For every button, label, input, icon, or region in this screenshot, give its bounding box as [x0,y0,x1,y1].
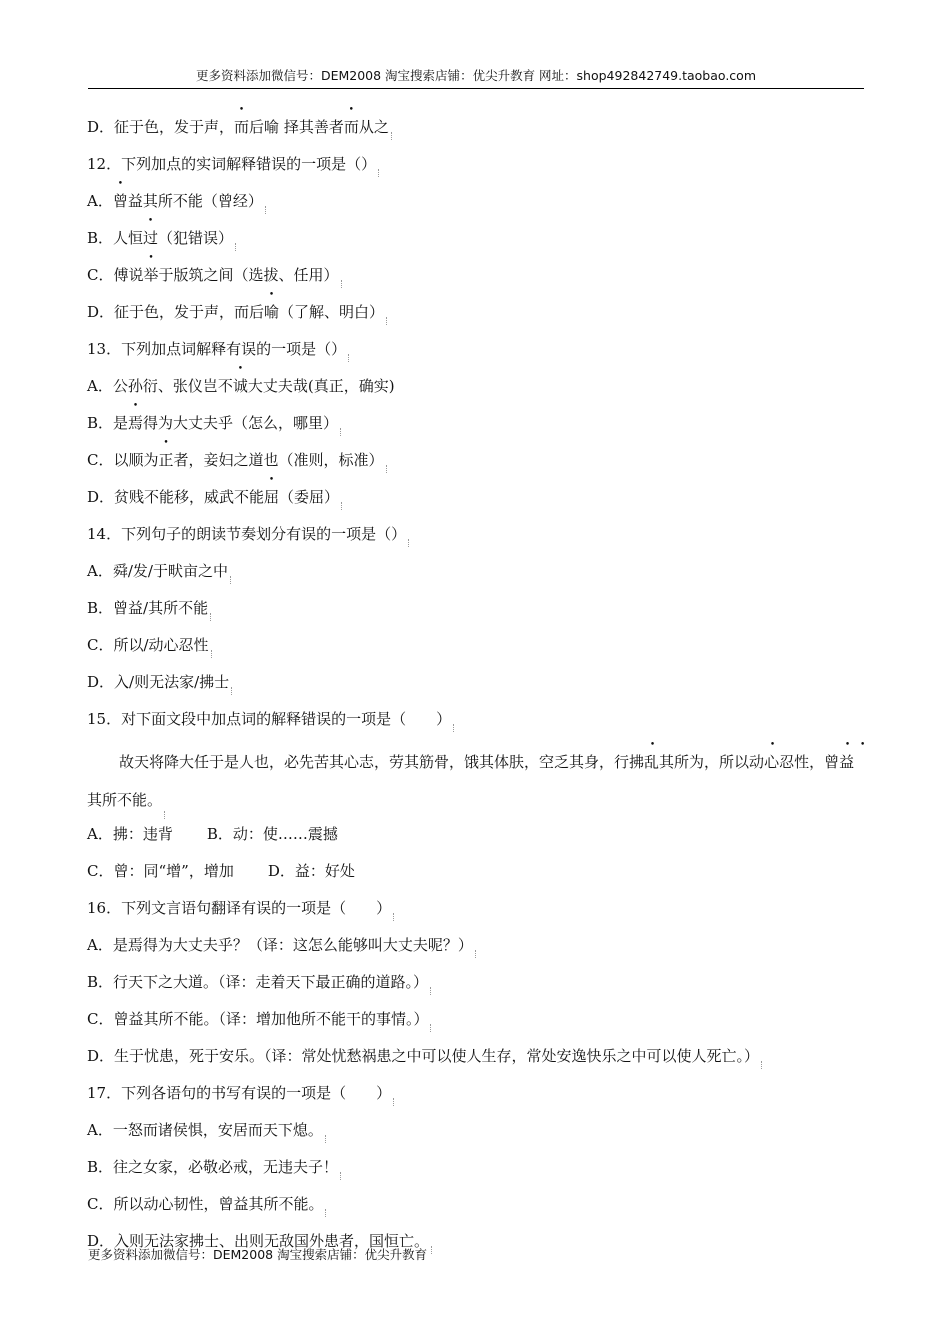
paragraph-mark [340,428,342,436]
paragraph-mark [230,576,232,584]
q17-stem: 17．下列各语句的书写有误的一项是（ ） [87,1080,865,1117]
paragraph-mark [211,650,213,658]
q14-option-a: A．舜/发/于畎亩之中 [87,558,865,595]
dotted-char: 过 [143,229,159,247]
dotted-char: 拂 [629,753,645,771]
document-body [87,114,865,1265]
paragraph-mark [430,987,432,995]
paragraph-mark [265,206,267,214]
q11-option-d: D．征于色，发于声，而后喻 择其善者而从之 [87,114,865,151]
dotted-char: 诚 [232,377,248,395]
paragraph-mark [391,132,393,140]
paragraph-mark [348,354,350,362]
paragraph-mark [408,539,410,547]
q14-option-c: C．所以/动心忍性 [87,632,865,669]
dotted-char: 焉 [128,414,144,432]
q17-option-d: D．入则无法家拂士、出则无敌国外患者，国恒亡。 [87,1228,865,1265]
dotted-char: 举 [143,266,159,284]
paragraph-mark [325,1209,327,1217]
q17-option-b: B．往之女家，必敬必戒，无违夫子！ [87,1154,865,1191]
dotted-char: 曾 [112,192,128,210]
q15-passage: 故天将降大任于是人也，必先苦其心志，劳其筋骨，饿其体肤，空乏其身，行拂乱其所为，所以动心忍性，曾益其所不能。 [87,743,865,819]
paragraph-mark [453,724,455,732]
paragraph-mark [341,280,343,288]
q16-option-d: D．生于忧患，死于安乐。（译：常处忧愁祸患之中可以使人生存，常处安逸快乐之中可以使人死亡。） [87,1043,865,1080]
paragraph-mark [164,811,166,819]
q12-option-a: A．曾益其所不能（曾经） [87,188,865,225]
q12-option-b: B．人恒过（犯错误） [87,225,865,262]
q16-option-a: A．是焉得为大丈夫乎？（译：这怎么能够叫大丈夫呢？） [87,932,865,969]
q12-option-c: C．傅说举于版筑之间（选拔、任用） [87,262,865,299]
paragraph-mark [325,1135,327,1143]
q15-stem: 15．对下面文段中加点词的解释错误的一项是（ ） [87,706,865,743]
q17-option-a: A．一怒而诸侯惧，安居而天下熄。 [87,1117,865,1154]
paragraph-mark [341,502,343,510]
q13-option-b: B．是焉得为大丈夫乎（怎么，哪里） [87,410,865,447]
q13-option-d: D．贫贱不能移，威武不能屈（委屈） [87,484,865,521]
paragraph-mark [378,169,380,177]
paragraph-mark [393,1098,395,1106]
dotted-char: 曾 [824,753,840,771]
q15-options-cd: C．曾：同“增”，增加 D．益：好处 [87,862,355,880]
paragraph-mark [235,243,237,251]
paragraph-mark [386,317,388,325]
page-header: 更多资料添加微信号：DEM2008 淘宝搜索店铺：优尖升教育 网址：shop492842749.taobao.com [88,66,864,89]
page-footer: 更多资料添加微信号：DEM2008 淘宝搜索店铺：优尖升教育 [88,1247,428,1262]
q16-stem: 16．下列文言语句翻译有误的一项是（ ） [87,895,865,932]
q14-option-d: D．入/则无法家/拂士 [87,669,865,706]
q15-options-ab: A．拂：违背 B．动：使……震撼 [87,825,338,843]
paragraph-mark [210,613,212,621]
dotted-char: 屈 [264,488,280,506]
dotted-char: 动 [749,753,765,771]
dotted-char: 而 [343,118,359,136]
dotted-char: 喻 [264,303,280,321]
paragraph-mark [340,1172,342,1180]
q14-stem: 14．下列句子的朗读节奏划分有误的一项是（） [87,521,865,558]
q12-stem: 12．下列加点的实词解释错误的一项是（） [87,151,865,188]
paragraph-mark [475,950,477,958]
q16-option-c: C．曾益其所不能。（译：增加他所不能干的事情。） [87,1006,865,1043]
q13-option-a: A．公孙衍、张仪岂不诚大丈夫哉(真正，确实) [87,377,395,395]
dotted-char: 而 [234,118,250,136]
q14-option-b: B．曾益/其所不能 [87,595,865,632]
q13-stem: 13．下列加点词解释有误的一项是（） [87,336,865,373]
paragraph-mark [430,1024,432,1032]
paragraph-mark [393,913,395,921]
q12-option-d: D．征于色，发于声，而后喻（了解、明白） [87,299,865,336]
paragraph-mark [231,687,233,695]
dotted-char: 正 [158,451,174,469]
paragraph-mark [431,1246,433,1254]
paragraph-mark [386,465,388,473]
q13-option-c: C．以顺为正者，妾妇之道也（准则，标准） [87,447,865,484]
paragraph-mark [761,1061,763,1069]
dotted-char: 益 [839,753,855,771]
q17-option-c: C．所以动心韧性，曾益其所不能。 [87,1191,865,1228]
q16-option-b: B．行天下之大道。（译：走着天下最正确的道路。） [87,969,865,1006]
